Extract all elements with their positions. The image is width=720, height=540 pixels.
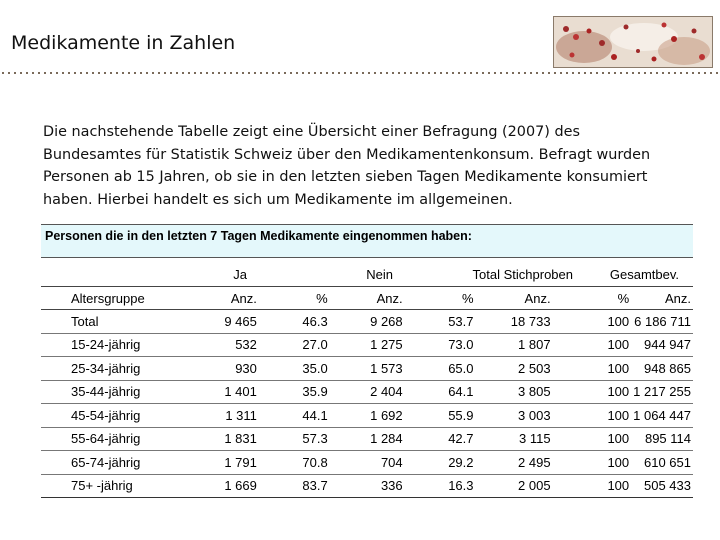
cell-total-anz: 2 495 [476,451,553,475]
cell-total-anz: 3 805 [476,380,553,404]
cell-gesamt-anz: 610 651 [631,451,693,475]
table-row [41,380,693,404]
cell-ja-anz: 930 [182,357,259,381]
table-row [41,310,693,334]
group-nein: Nein [366,266,393,282]
dotted-divider [0,71,720,75]
cell-ja-anz: 1 311 [182,404,259,428]
cell-nein-anz: 704 [330,451,405,475]
cell-gesamt-anz: 505 433 [631,474,693,498]
page-title: Medikamente in Zahlen [11,32,236,54]
table-row [41,427,693,451]
cell-nein-pct: 73.0 [405,333,476,357]
cell-group: 15-24-jährig [41,333,182,357]
cell-ja-pct: 70.8 [259,451,330,475]
cell-total-anz: 3 003 [476,404,553,428]
cell-nein-pct: 53.7 [405,310,476,334]
cell-nein-pct: 42.7 [405,427,476,451]
cell-total-anz: 3 115 [476,427,553,451]
table-row [41,333,693,357]
column-group-header [41,264,693,284]
pills-photo-icon [553,16,713,68]
col-ja-pct: % [259,287,330,310]
cell-gesamt-anz: 944 947 [631,333,693,357]
cell-nein-anz: 9 268 [330,310,405,334]
cell-group: 75+ -jährig [41,474,182,498]
group-total: Total Stichproben [472,266,573,282]
col-total-pct: % [553,287,632,310]
cell-ja-anz: 1 669 [182,474,259,498]
cell-ja-pct: 57.3 [259,427,330,451]
col-altersgruppe: Altersgruppe [41,287,182,310]
group-gesamt: Gesamtbev. [609,266,679,282]
cell-total-anz: 2 503 [476,357,553,381]
cell-gesamt-anz: 6 186 711 [631,310,693,334]
cell-group: Total [41,310,182,334]
cell-gesamt-anz: 895 114 [631,427,693,451]
col-nein-anz: Anz. [330,287,405,310]
group-ja: Ja [233,266,247,282]
cell-ja-anz: 1 791 [182,451,259,475]
cell-ja-pct: 35.9 [259,380,330,404]
cell-ja-anz: 532 [182,333,259,357]
col-gesamt-anz: Anz. [631,287,693,310]
cell-total-pct: 100 [553,310,632,334]
cell-total-pct: 100 [553,474,632,498]
cell-nein-anz: 336 [330,474,405,498]
cell-group: 25-34-jährig [41,357,182,381]
table-row [41,474,693,498]
cell-total-pct: 100 [553,357,632,381]
cell-group: 45-54-jährig [41,404,182,428]
cell-nein-anz: 2 404 [330,380,405,404]
cell-nein-pct: 64.1 [405,380,476,404]
cell-ja-pct: 46.3 [259,310,330,334]
cell-ja-pct: 44.1 [259,404,330,428]
cell-nein-anz: 1 573 [330,357,405,381]
cell-ja-pct: 83.7 [259,474,330,498]
cell-nein-pct: 16.3 [405,474,476,498]
medication-table [41,286,693,498]
cell-nein-anz: 1 284 [330,427,405,451]
cell-total-pct: 100 [553,451,632,475]
cell-nein-pct: 29.2 [405,451,476,475]
cell-gesamt-anz: 948 865 [631,357,693,381]
col-total-anz: Anz. [476,287,553,310]
cell-nein-anz: 1 275 [330,333,405,357]
cell-total-pct: 100 [553,333,632,357]
cell-total-pct: 100 [553,404,632,428]
pills-photo-graphic [554,17,712,67]
cell-gesamt-anz: 1 064 447 [631,404,693,428]
cell-group: 55-64-jährig [41,427,182,451]
cell-gesamt-anz: 1 217 255 [631,380,693,404]
table-row [41,404,693,428]
col-ja-anz: Anz. [182,287,259,310]
table-caption-box [41,224,693,258]
table-header-row [41,287,693,310]
cell-total-anz: 2 005 [476,474,553,498]
cell-total-pct: 100 [553,380,632,404]
cell-ja-pct: 35.0 [259,357,330,381]
cell-nein-anz: 1 692 [330,404,405,428]
cell-group: 65-74-jährig [41,451,182,475]
cell-ja-anz: 9 465 [182,310,259,334]
cell-ja-pct: 27.0 [259,333,330,357]
cell-group: 35-44-jährig [41,380,182,404]
cell-nein-pct: 55.9 [405,404,476,428]
table-row [41,451,693,475]
cell-total-pct: 100 [553,427,632,451]
cell-total-anz: 1 807 [476,333,553,357]
table-row [41,357,693,381]
intro-paragraph: Die nachstehende Tabelle zeigt eine Übersicht einer Befragung (2007) des Bundesamtes für Statistik Schweiz über den Medikamentenkonsum. Befragt wurden Personen ab 15 Jahren, ob sie in den letzten sieben Tagen Medikamente konsumiert haben. Hierbei handelt es sich um Medikamente im allgemeinen. [43,124,651,208]
cell-ja-anz: 1 401 [182,380,259,404]
table-caption: Personen die in den letzten 7 Tagen Medikamente eingenommen haben: [45,229,472,243]
cell-nein-pct: 65.0 [405,357,476,381]
cell-total-anz: 18 733 [476,310,553,334]
cell-ja-anz: 1 831 [182,427,259,451]
col-nein-pct: % [405,287,476,310]
